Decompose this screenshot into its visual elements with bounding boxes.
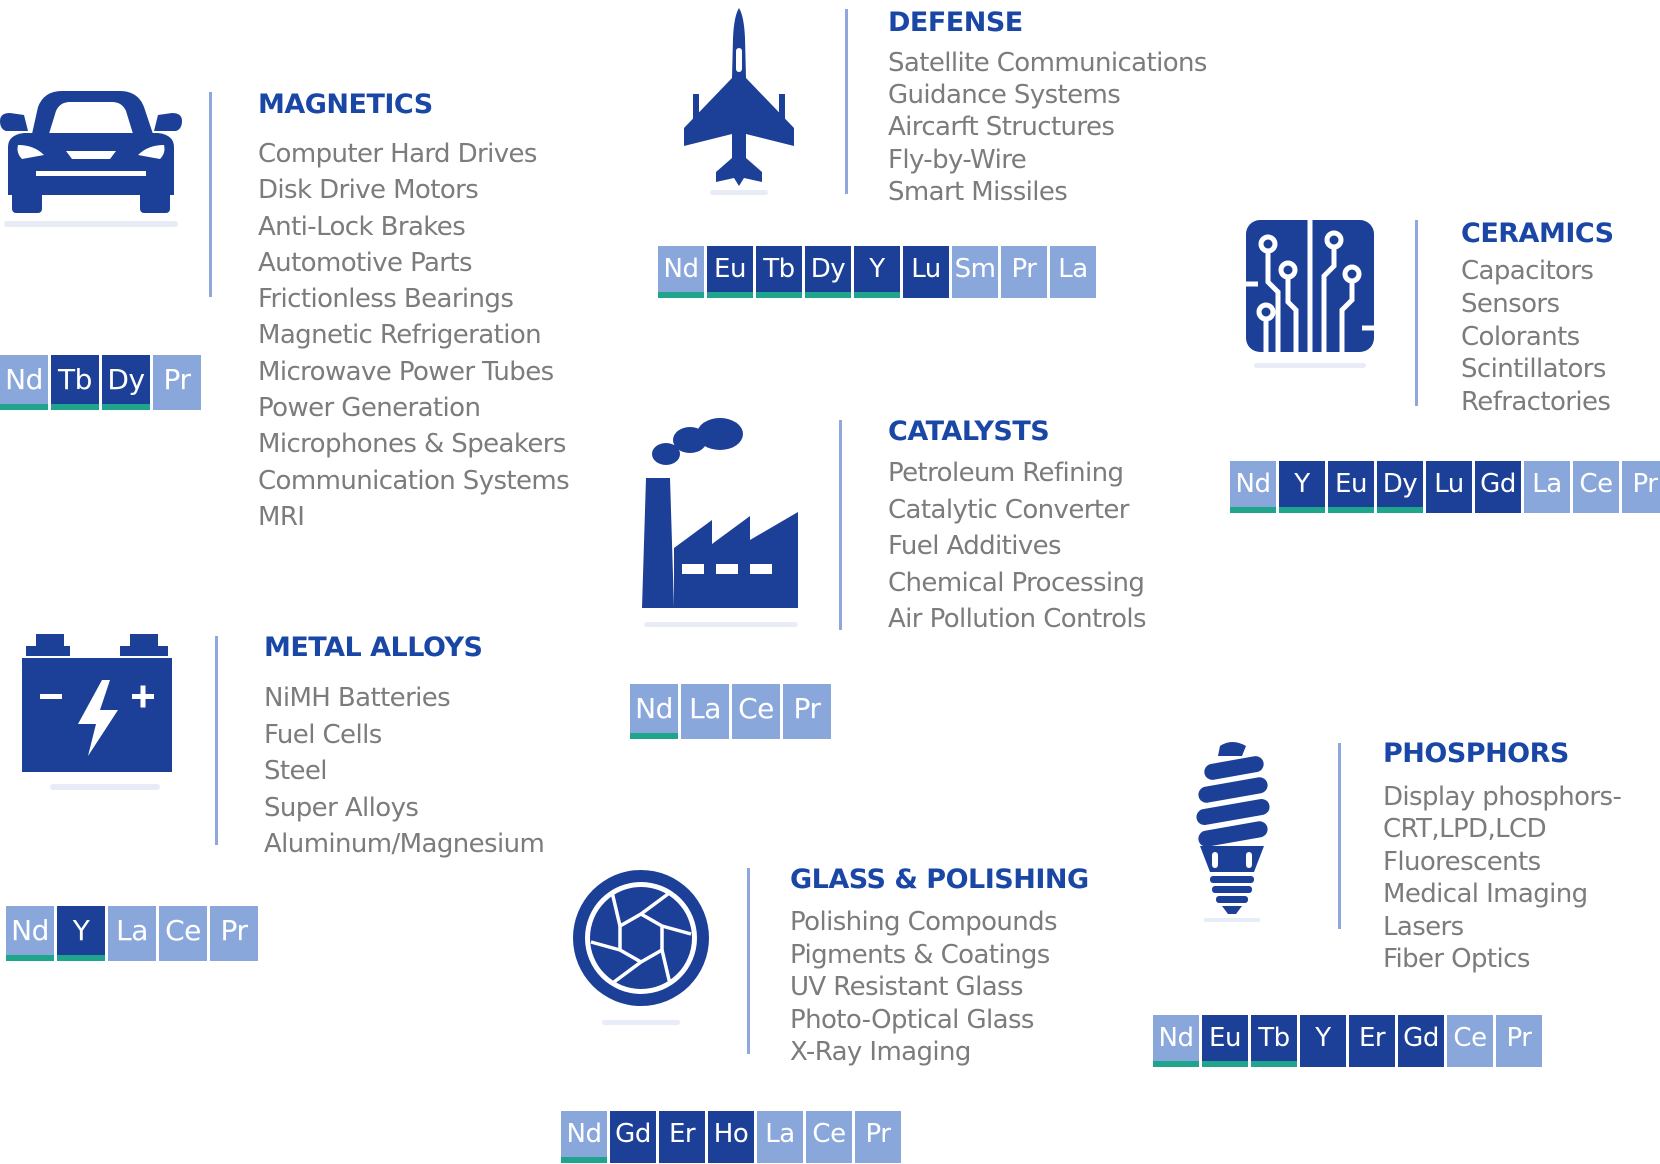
list-item: Medical Imaging [1383,879,1588,910]
element-tile-nd: Nd [561,1111,607,1163]
defense-elements [658,246,1096,298]
list-item: Guidance Systems [888,80,1121,111]
list-item: Fuel Additives [888,531,1062,561]
cfl-bulb-icon [1190,740,1274,922]
list-item: Magnetic Refrigeration [258,320,542,351]
list-item: Capacitors [1461,256,1594,286]
metal-alloys-title: METAL ALLOYS [264,632,483,663]
list-item: Petroleum Refining [888,458,1124,488]
glass-polishing-divider [747,868,750,1054]
list-item: Automotive Parts [258,247,472,278]
factory-icon [640,418,800,636]
list-item: Colorants [1461,321,1580,352]
magnetics-uses-list [258,136,569,535]
list-item: Aircarft Structures [888,112,1115,143]
catalysts-divider [839,420,842,630]
element-tile-gd: Gd [610,1111,656,1163]
list-item: Aluminum/Magnesium [264,829,545,859]
element-tile-ce: Ce [806,1111,852,1163]
list-item: Fluorescents [1383,846,1541,877]
glass-polishing-title: GLASS & POLISHING [790,864,1089,895]
phosphors-divider [1338,743,1341,929]
list-item: Disk Drive Motors [258,175,479,206]
list-item: Power Generation [258,393,481,424]
element-tile-y: Y [57,906,105,961]
element-tile-la: La [1050,246,1096,298]
phosphors-uses-list [1383,781,1621,975]
list-item: Air Pollution Controls [888,604,1146,634]
element-tile-sm: Sm [952,246,998,298]
phosphors-elements [1153,1015,1542,1067]
element-tile-ce: Ce [732,684,780,739]
list-item: MRI [258,501,305,532]
list-item: UV Resistant Glass [790,972,1023,1003]
catalysts-elements [630,684,831,739]
list-item: Satellite Communications [888,48,1207,78]
list-item: X-Ray Imaging [790,1037,971,1068]
list-item: Photo-Optical Glass [790,1004,1034,1035]
list-item: Fiber Optics [1383,943,1530,974]
element-tile-nd: Nd [630,684,678,739]
ceramics-uses-list [1461,255,1610,419]
element-tile-y: Y [1279,461,1325,513]
element-tile-la: La [757,1111,803,1163]
element-tile-dy: Dy [1377,461,1423,513]
battery-icon [20,634,174,794]
circuit-chip-icon [1244,218,1376,373]
list-item: Polishing Compounds [790,907,1058,937]
list-item: Pigments & Coatings [790,939,1050,970]
element-tile-pr: Pr [210,906,258,961]
list-item: Refractories [1461,387,1611,418]
defense-divider [845,9,848,194]
element-tile-y: Y [854,246,900,298]
element-tile-lu: Lu [903,246,949,298]
magnetics-elements [0,355,201,410]
element-tile-la: La [1524,461,1570,513]
list-item: Microphones & Speakers [258,429,566,460]
car-icon [0,85,182,235]
list-item: Anti-Lock Brakes [258,211,466,242]
list-item: Super Alloys [264,792,419,823]
metal-alloys-uses-list [264,680,544,863]
element-tile-tb: Tb [1251,1015,1297,1067]
element-tile-pr: Pr [1001,246,1047,298]
phosphors-title: PHOSPHORS [1383,738,1569,769]
defense-uses-list [888,47,1207,208]
element-tile-ce: Ce [159,906,207,961]
ceramics-title: CERAMICS [1461,218,1614,249]
element-tile-nd: Nd [1153,1015,1199,1067]
list-item: Display phosphors- [1383,782,1622,812]
element-tile-y: Y [1300,1015,1346,1067]
element-tile-er: Er [1349,1015,1395,1067]
list-item: Sensors [1461,288,1560,319]
list-item: Steel [264,756,327,786]
list-item: CRT,LPD,LCD [1383,814,1546,845]
list-item: Frictionless Bearings [258,284,514,315]
element-tile-nd: Nd [658,246,704,298]
magnetics-divider [209,92,212,297]
list-item: Fly-by-Wire [888,144,1027,175]
list-item: Microwave Power Tubes [258,356,554,387]
element-tile-gd: Gd [1398,1015,1444,1067]
element-tile-nd: Nd [1230,461,1276,513]
element-tile-nd: Nd [6,906,54,961]
element-tile-er: Er [659,1111,705,1163]
element-tile-pr: Pr [1622,461,1660,513]
element-tile-ho: Ho [708,1111,754,1163]
element-tile-pr: Pr [783,684,831,739]
ceramics-elements [1230,461,1660,513]
element-tile-la: La [681,684,729,739]
element-tile-ce: Ce [1447,1015,1493,1067]
element-tile-pr: Pr [855,1111,901,1163]
list-item: Communication Systems [258,465,570,496]
element-tile-tb: Tb [756,246,802,298]
element-tile-eu: Eu [707,246,753,298]
metal-alloys-elements [6,906,258,961]
glass-polishing-elements [561,1111,901,1163]
element-tile-ce: Ce [1573,461,1619,513]
magnetics-title: MAGNETICS [258,89,433,120]
fighter-jet-icon [680,8,798,198]
element-tile-pr: Pr [153,355,201,410]
catalysts-uses-list [888,455,1146,638]
element-tile-eu: Eu [1328,461,1374,513]
defense-title: DEFENSE [888,7,1023,38]
list-item: Smart Missiles [888,176,1068,207]
list-item: Computer Hard Drives [258,139,537,169]
list-item: NiMH Batteries [264,683,451,713]
element-tile-eu: Eu [1202,1015,1248,1067]
element-tile-dy: Dy [805,246,851,298]
glass-polishing-uses-list [790,906,1057,1069]
catalysts-title: CATALYSTS [888,416,1050,447]
list-item: Chemical Processing [888,567,1145,598]
element-tile-gd: Gd [1475,461,1521,513]
element-tile-tb: Tb [51,355,99,410]
element-tile-pr: Pr [1496,1015,1542,1067]
list-item: Lasers [1383,911,1464,942]
element-tile-nd: Nd [0,355,48,410]
list-item: Scintillators [1461,354,1606,385]
camera-aperture-icon [572,868,710,1028]
list-item: Catalytic Converter [888,494,1129,525]
element-tile-la: La [108,906,156,961]
element-tile-dy: Dy [102,355,150,410]
element-tile-lu: Lu [1426,461,1472,513]
list-item: Fuel Cells [264,719,382,750]
ceramics-divider [1415,220,1418,406]
metal-alloys-divider [215,636,218,845]
